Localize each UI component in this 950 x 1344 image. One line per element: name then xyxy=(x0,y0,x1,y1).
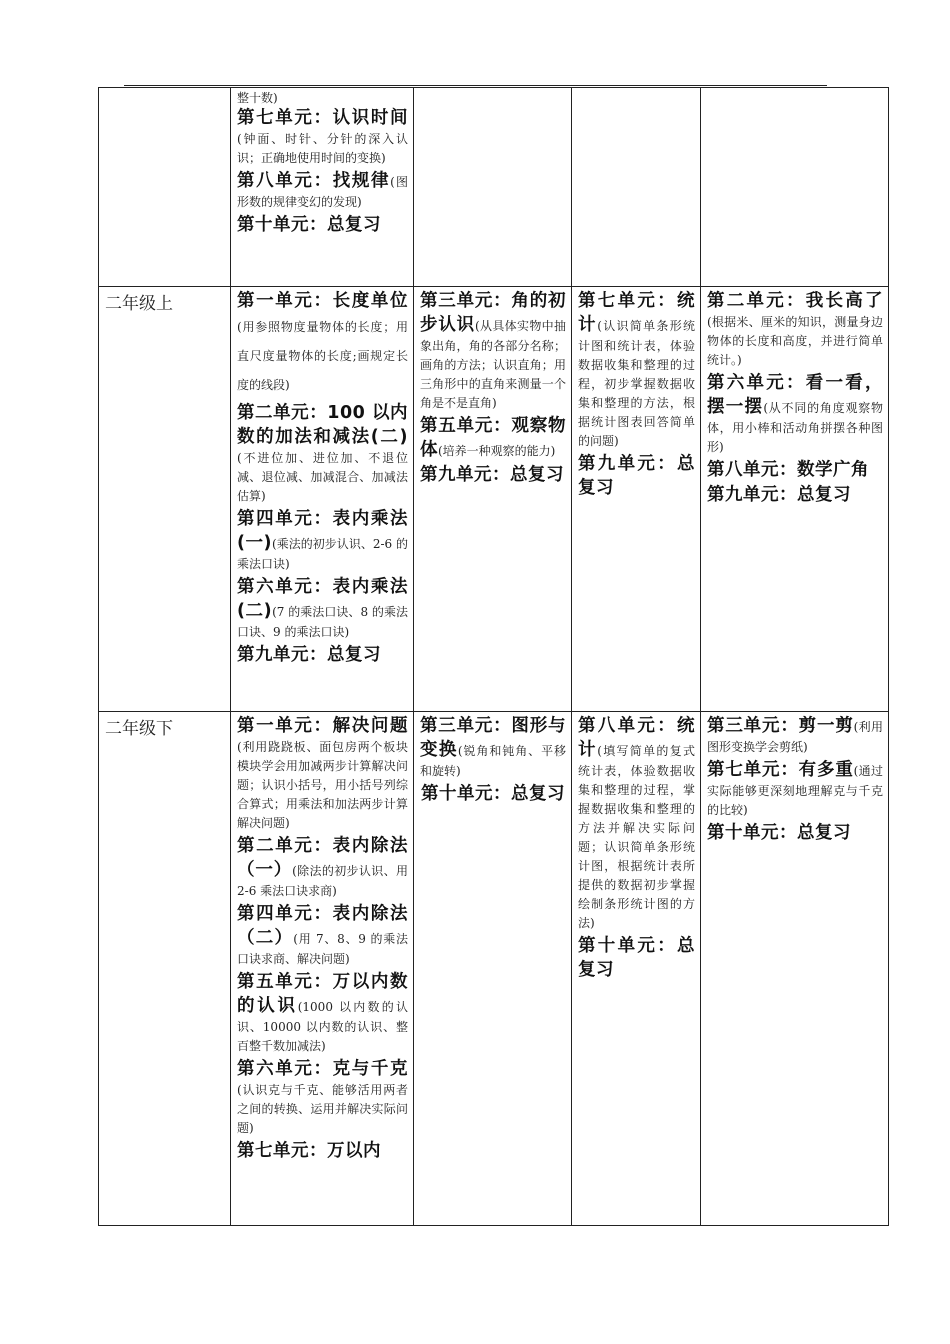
unit-entry: 第九单元：总复习 xyxy=(578,454,695,498)
unit-entry: 第七单元：认识时间(钟面、时针、分针的深入认识；正确地使用时间的变换) xyxy=(237,108,408,165)
units-cell xyxy=(701,287,889,712)
unit-entry: 第二单元：100 以内数的加法和减法(二)(不进位加、进位加、不退位减、退位减、加减混合、加减法估算) xyxy=(237,403,408,503)
unit-entry: 第八单元：数学广角 xyxy=(707,460,869,480)
grade-cell xyxy=(99,88,231,287)
grade-cell xyxy=(99,287,231,712)
continuation-fragment: 整十数) xyxy=(237,91,278,105)
unit-entry: 第七单元：万以内 xyxy=(237,1141,381,1161)
unit-entry: 第三单元：角的初步认识(从具体实物中抽象出角，角的各部分名称；画角的方法；认识直角；用三角形中的直角来测量一个角是不是直角) xyxy=(420,291,567,410)
unit-entry: 第八单元：找规律(图形数的规律变幻的发现) xyxy=(237,171,408,209)
unit-entry: 第三单元：图形与变换(锐角和钝角、平移和旋转) xyxy=(420,716,567,778)
unit-entry: 第五单元：观察物体(培养一种观察的能力) xyxy=(420,416,566,460)
units-cell xyxy=(414,287,572,712)
unit-entry: 第六单元：克与千克(认识克与千克、能够活用两者之间的转换、运用并解决实际问题) xyxy=(237,1059,408,1135)
units-cell xyxy=(572,88,701,287)
curriculum-table xyxy=(98,87,889,1226)
unit-entry: 第四单元：表内除法（二）(用 7、8、9 的乘法口诀求商、解决问题) xyxy=(237,904,409,966)
unit-entry: 第三单元：剪一剪(利用图形变换学会剪纸) xyxy=(707,716,884,754)
unit-entry: 第七单元：统计(认识简单条形统计图和统计表，体验数据收集和整理的过程，初步掌握数据收集和整理的方法，根据统计图表回答简单的问题) xyxy=(578,291,696,448)
units-cell xyxy=(414,712,572,1226)
unit-entry: 第十单元：总复习 xyxy=(578,936,695,980)
unit-entry: 第一单元：长度单位(用参照物度量物体的长度；用直尺度量物体的长度;画规定长度的线段) xyxy=(237,291,408,392)
unit-entry: 第九单元：总复习 xyxy=(420,465,564,485)
units-cell xyxy=(231,712,414,1226)
units-cell xyxy=(701,712,889,1226)
grade-label: 二年级上 xyxy=(105,294,173,314)
unit-entry: 第八单元：统计(填写简单的复式统计表，体验数据收集和整理的过程，掌握数据收集和整理的方法并解决实际问题；认识简单条形统计图，根据统计表所提供的数据初步掌握绘制条形统计图的方法) xyxy=(578,716,696,930)
header-rule xyxy=(124,85,827,86)
unit-entry: 第九单元：总复习 xyxy=(237,645,381,665)
unit-entry: 第二单元：我长高了(根据米、厘米的知识，测量身边物体的长度和高度，并进行简单统计。) xyxy=(707,291,883,367)
table-row-continuation xyxy=(99,88,889,287)
units-cell xyxy=(231,287,414,712)
unit-entry: 第二单元：表内除法（一）(除法的初步认识、用 2-6 乘法口诀求商) xyxy=(237,836,408,898)
units-cell xyxy=(414,88,572,287)
units-cell xyxy=(572,287,701,712)
unit-entry: 第一单元：解决问题(利用跷跷板、面包房两个板块模块学会用加减两步计算解决问题；认识小括号，用小括号列综合算式；用乘法和加法两步计算解决问题) xyxy=(237,716,408,830)
units-cell xyxy=(231,88,414,287)
unit-entry: 第九单元：总复习 xyxy=(707,485,851,505)
unit-entry: 第六单元：表内乘法(二)(7 的乘法口诀、8 的乘法口诀、9 的乘法口诀) xyxy=(237,577,408,639)
unit-entry: 第七单元：有多重(通过实际能够更深刻地理解克与千克的比较) xyxy=(707,760,884,817)
units-cell xyxy=(701,88,889,287)
unit-entry: 第十单元：总复习 xyxy=(707,823,851,843)
grade-label: 二年级下 xyxy=(105,719,173,739)
unit-entry: 第六单元：看一看，摆一摆(从不同的角度观察物体，用小棒和活动角拼摆各种图形) xyxy=(707,373,883,454)
unit-entry: 第五单元：万以内数的认识(1000 以内数的认识、10000 以内数的认识、整百整千数加减法) xyxy=(237,972,408,1053)
unit-entry: 第十单元：总复习 xyxy=(237,215,381,235)
grade-cell xyxy=(99,712,231,1226)
units-cell xyxy=(572,712,701,1226)
unit-entry: 第四单元：表内乘法(一)(乘法的初步认识、2-6 的乘法口诀) xyxy=(237,509,408,571)
table-row-grade2-upper xyxy=(99,287,889,712)
table-row-grade2-lower xyxy=(99,712,889,1226)
unit-entry: 第十单元：总复习 xyxy=(421,784,565,804)
